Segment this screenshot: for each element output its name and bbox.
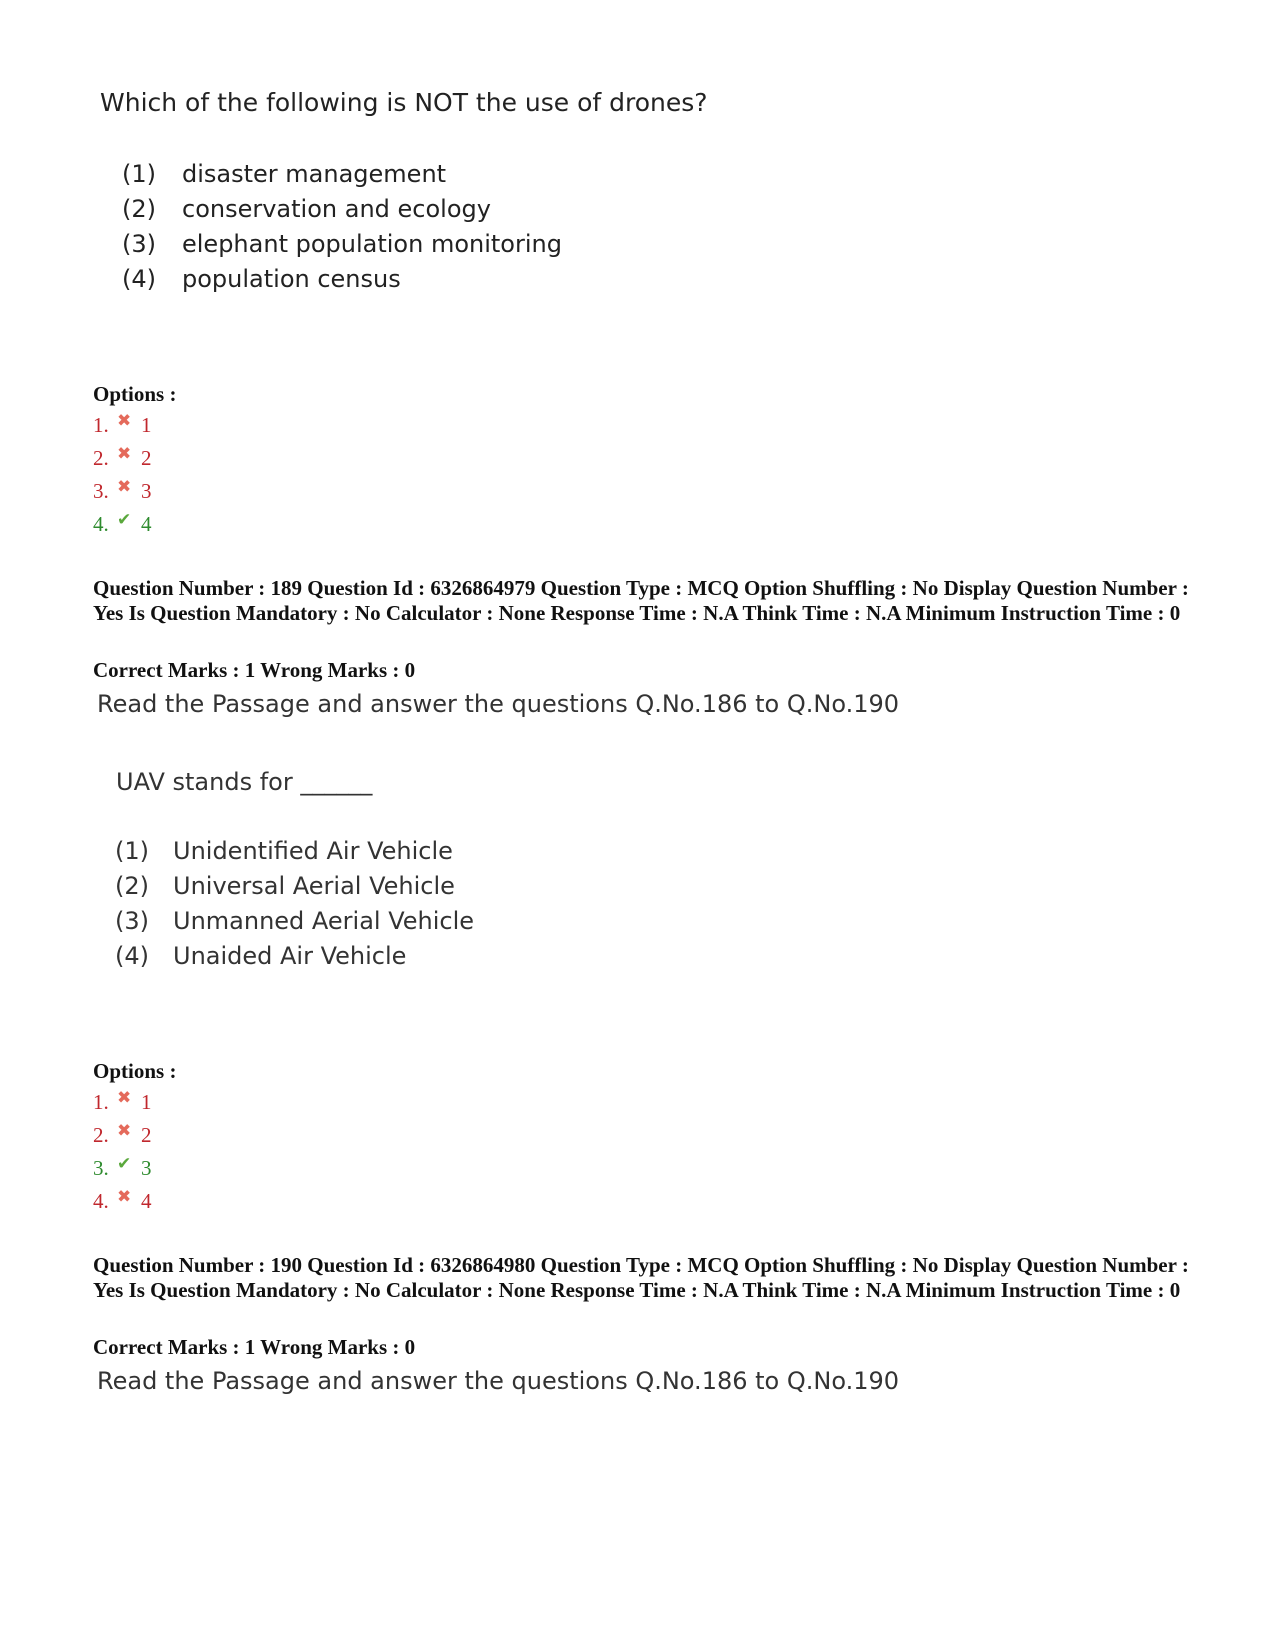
marks-info: Correct Marks : 1 Wrong Marks : 0 [93,1335,416,1359]
choice-number: (4) [122,265,156,293]
option-value: 3 [141,1156,152,1180]
choice-number: (1) [122,160,156,188]
question-text: UAV stands for ______ [116,768,373,796]
question-choices [122,157,562,297]
cross-icon: ✖ [117,411,132,430]
option-value: 1 [141,1090,152,1114]
choice-text: elephant population monitoring [182,230,562,258]
question-meta: Question Number : 190 Question Id : 6326864980 Question Type : MCQ Option Shuffling : No Display Question Number : Yes Is Question Mandatory : No Calculator : None Response Time : N.A Think Time : N.A Minimum Instruction Time : 0 [93,1253,1189,1302]
options-label: Options : [93,1059,177,1083]
choice-text: population census [182,265,401,293]
question-choices [115,834,474,974]
cross-icon: ✖ [117,1088,132,1107]
passage-instruction: Read the Passage and answer the questions Q.No.186 to Q.No.190 [97,1367,900,1395]
choice-item [115,869,474,904]
option-value: 4 [141,1189,152,1213]
option-value: 2 [141,1123,152,1147]
options-label: Options : [93,382,177,406]
choice-item [122,262,562,297]
question-text: Which of the following is NOT the use of drones? [100,88,708,117]
cross-icon: ✖ [117,1121,132,1140]
choice-number: (3) [122,230,156,258]
question-meta: Question Number : 189 Question Id : 6326864979 Question Type : MCQ Option Shuffling : No Display Question Number : Yes Is Question Mandatory : No Calculator : None Response Time : N.A Think Time : N.A Minimum Instruction Time : 0 [93,576,1189,625]
options-list [93,1086,152,1218]
option-number: 3. [93,1156,109,1180]
choice-number: (2) [122,195,156,223]
option-value: 4 [141,512,152,536]
option-number: 1. [93,413,109,437]
choice-text: Unmanned Aerial Vehicle [173,907,475,935]
check-icon: ✔ [117,1154,132,1173]
option-value: 3 [141,479,152,503]
option-number: 2. [93,446,109,470]
choice-item [115,834,474,869]
choice-text: Unaided Air Vehicle [173,942,407,970]
choice-number: (2) [115,872,149,900]
choice-number: (4) [115,942,149,970]
passage-instruction: Read the Passage and answer the questions Q.No.186 to Q.No.190 [97,690,900,718]
choice-text: Universal Aerial Vehicle [173,872,455,900]
cross-icon: ✖ [117,477,132,496]
option-item [93,508,152,541]
check-icon: ✔ [117,510,132,529]
cross-icon: ✖ [117,1187,132,1206]
choice-item [115,939,474,974]
marks-info: Correct Marks : 1 Wrong Marks : 0 [93,658,416,682]
option-number: 1. [93,1090,109,1114]
choice-number: (3) [115,907,149,935]
choice-item [122,157,562,192]
choice-text: conservation and ecology [182,195,491,223]
option-value: 1 [141,413,152,437]
choice-number: (1) [115,837,149,865]
choice-item [122,192,562,227]
option-number: 3. [93,479,109,503]
option-number: 4. [93,512,109,536]
choice-text: Unidentified Air Vehicle [173,837,453,865]
option-item [93,1185,152,1218]
option-number: 2. [93,1123,109,1147]
choice-text: disaster management [182,160,447,188]
options-list [93,409,152,541]
option-number: 4. [93,1189,109,1213]
choice-item [115,904,474,939]
cross-icon: ✖ [117,444,132,463]
choice-item [122,227,562,262]
option-value: 2 [141,446,152,470]
